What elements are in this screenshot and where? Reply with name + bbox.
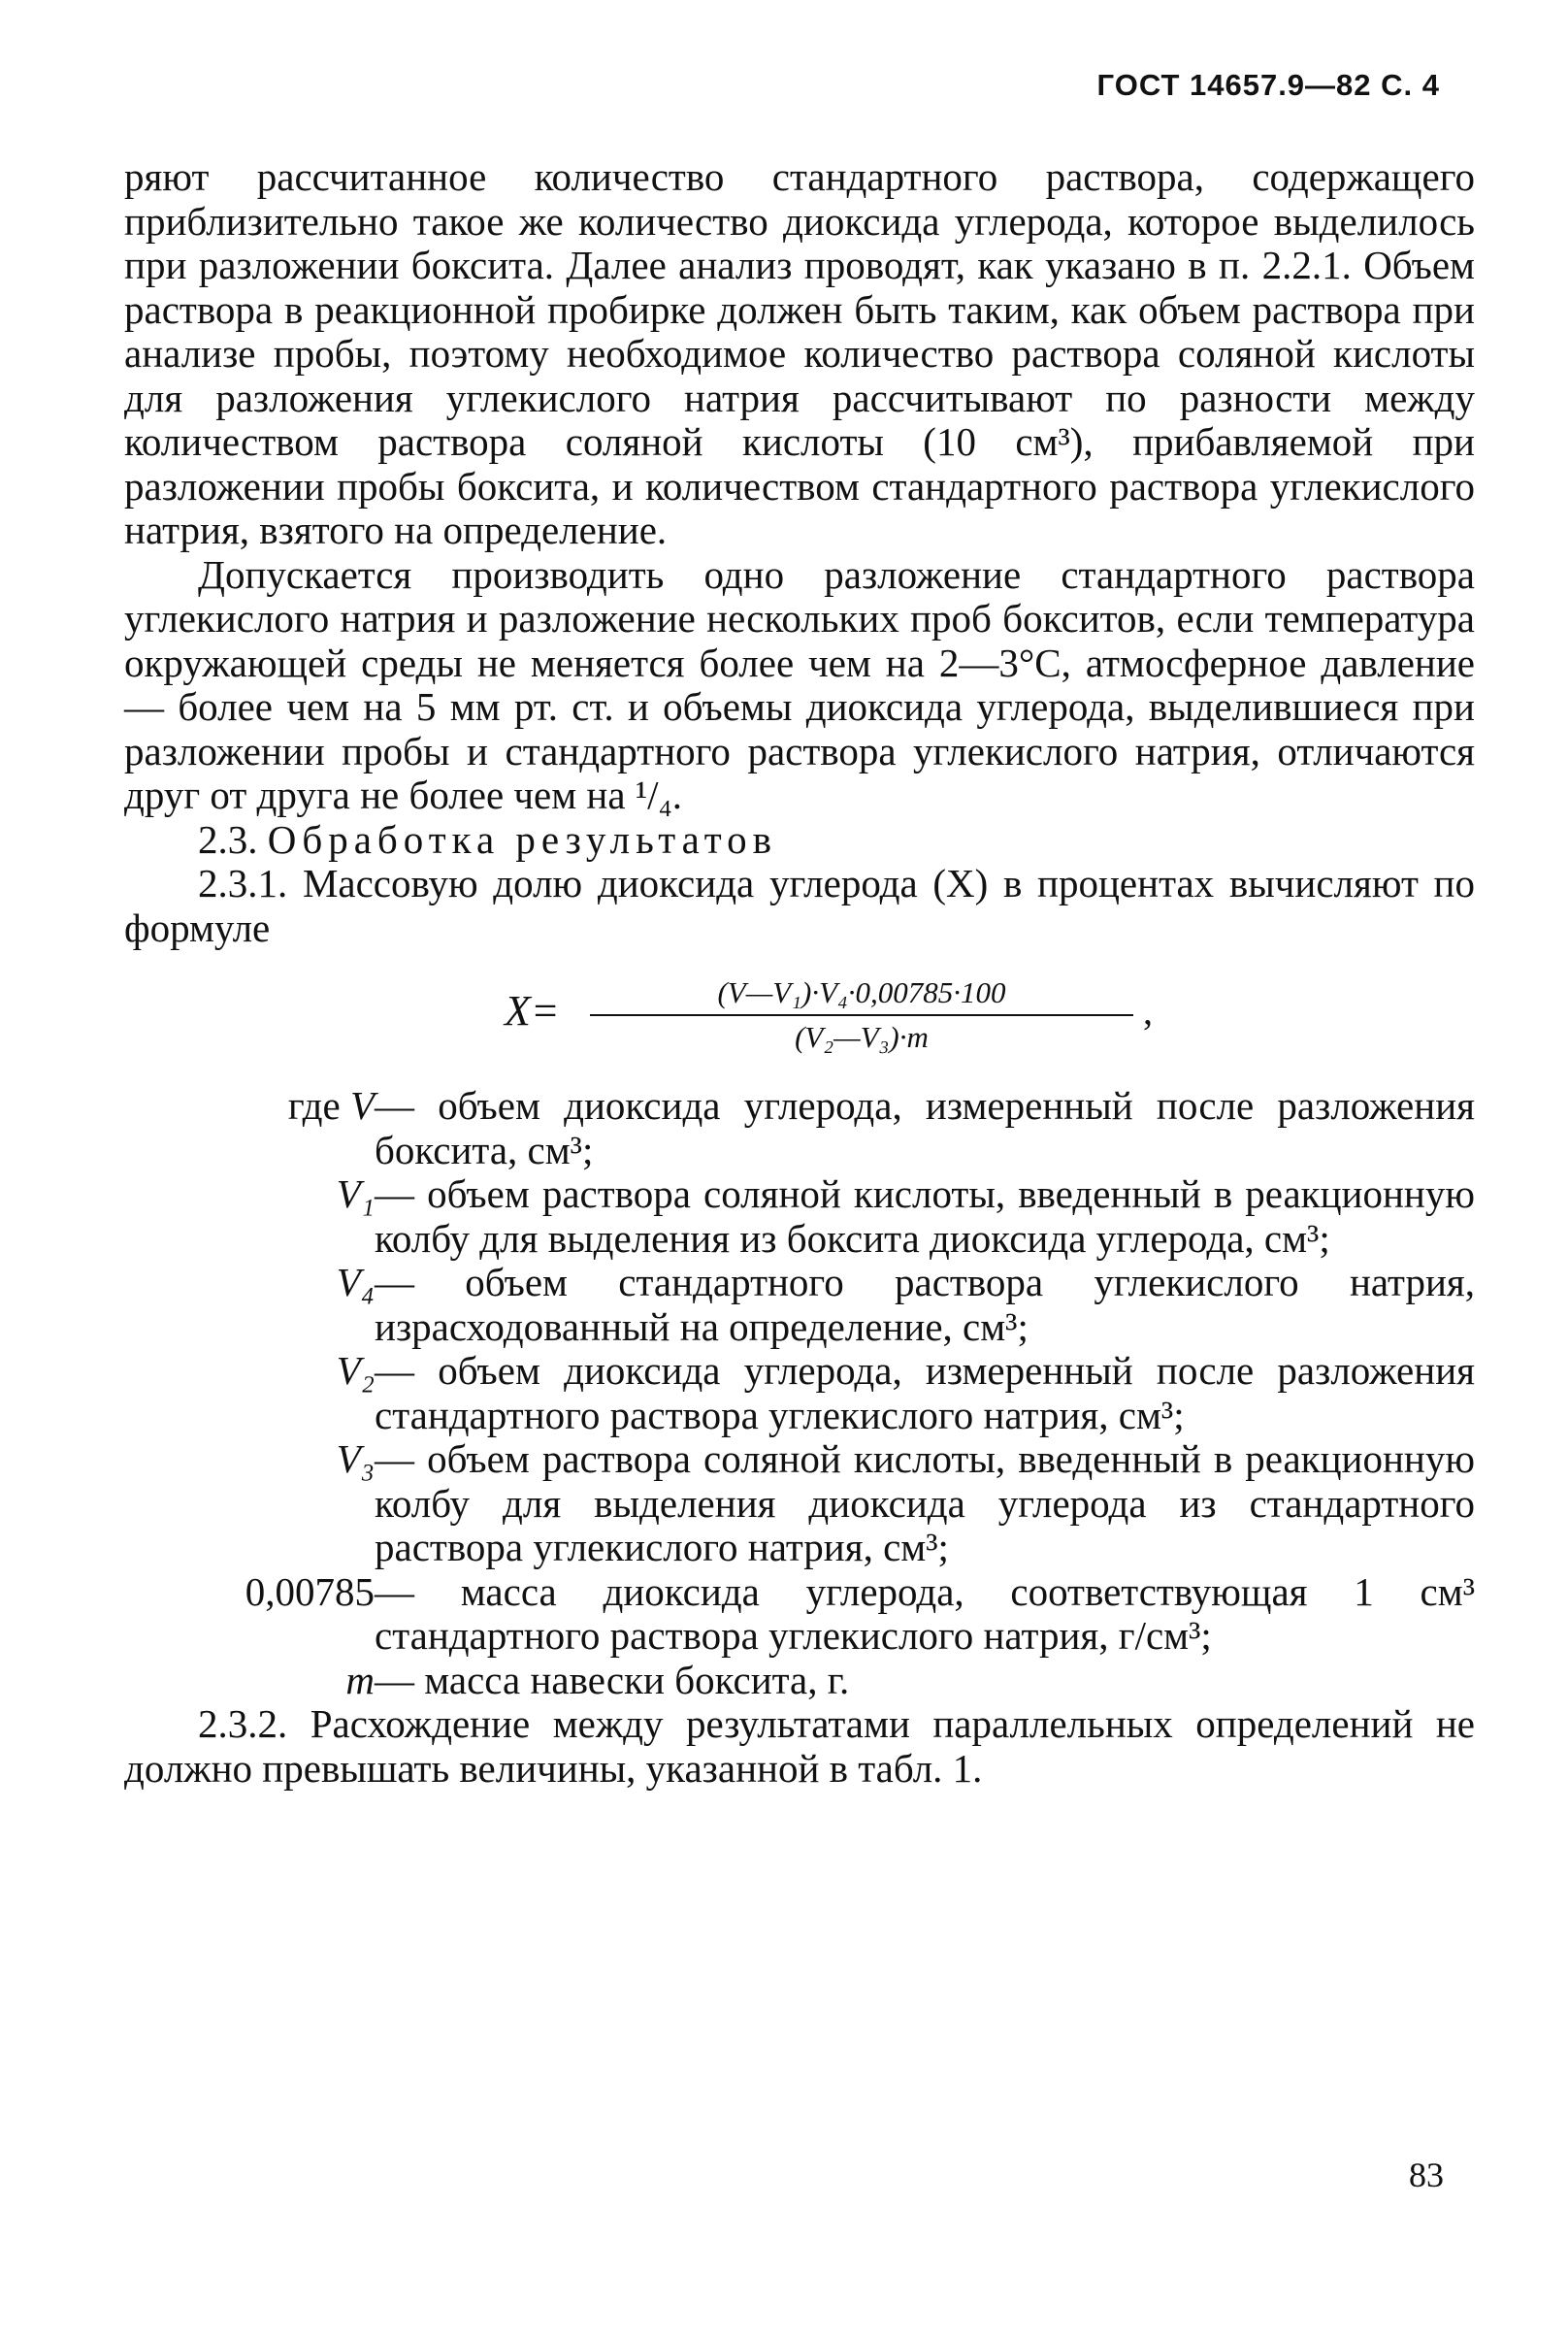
paragraph-formula-intro: 2.3.1. Массовую долю диоксида углерода (X) в процентах вычисляют по формуле [124, 861, 1475, 950]
symbol-v: V [349, 1083, 375, 1128]
definition-text: — масса навески боксита, г. [375, 1657, 850, 1702]
definition-row [124, 1261, 1475, 1349]
section-number: 2.3. [198, 816, 258, 862]
definition-prefix: где [287, 1083, 341, 1128]
page-number: 83 [1409, 2156, 1444, 2194]
paragraph-discrepancy: 2.3.2. Расхождение между результатами параллельных определений не должно превышать величины, указанной в табл. 1. [124, 1701, 1475, 1791]
section-heading [124, 818, 1475, 863]
definition-row [124, 1659, 1475, 1703]
formula-denominator: (V₂—V₃)·m [795, 1020, 929, 1054]
definition-text: — объем раствора соляной кислоты, введенный в реакционную колбу для выделения из боксита диоксида углерода, см³; [375, 1171, 1475, 1261]
definition-text: — объем диоксида углерода, измеренный после разложения боксита, см³; [375, 1083, 1475, 1172]
paragraph-allowance: Допускается производить одно разложение стандартного раствора углекислого натрия и разложение нескольких проб бокситов, если температура окружающей среды не меняется более чем на 2—3°С, атмосферное давление — более чем на 5 мм рт. ст. и объемы диоксида углерода, выделившиеся при разложении пробы и стандартного раствора углекислого натрия, отличаются друг от друга не более чем на ¹/₄. [124, 551, 1475, 817]
paragraph-continuation: ряют рассчитанное количество стандартного раствора, содержащего приблизительно такое же количество диоксида углерода, которое выделилось при разложении боксита. Далее анализ проводят, как указано в п. 2.2.1. Объем раствора в реакционной пробирке должен быть таким, как объем раствора при анализе пробы, поэтому необходимое количество раствора соляной кислоты для разложения углекислого натрия рассчитывают по разности между количеством раствора соляной кислоты (10 см³), прибавляемой при разложении пробы боксита, и количеством стандартного раствора углекислого натрия, взятого на определение. [124, 154, 1475, 552]
definition-row [124, 1349, 1475, 1437]
definition-symbol [124, 1084, 375, 1129]
formula-lhs: X= [505, 987, 560, 1035]
definition-text: — объем диоксида углерода, измеренный после разложения стандартного раствора углекислого натрия, см³; [375, 1348, 1475, 1437]
definition-row [124, 1084, 1475, 1172]
section-title: Обработка результатов [267, 816, 778, 862]
definition-row [124, 1172, 1475, 1261]
definitions-list [124, 1084, 1475, 1702]
running-header: ГОСТ 14657.9—82 С. 4 [1096, 68, 1440, 102]
symbol-m: m [345, 1657, 375, 1702]
definition-text: — объем раствора соляной кислоты, введенный в реакционную колбу для выделения диоксида углерода из стандартного раствора углекислого натрия, см³; [375, 1436, 1475, 1569]
definition-row [124, 1437, 1475, 1570]
definition-text: — масса диоксида углерода, соответствующая 1 см³ стандартного раствора углекислого натрия, г/см³; [375, 1568, 1475, 1658]
formula-fraction [590, 973, 1133, 1057]
symbol-v3: V₃ [336, 1436, 375, 1481]
symbol-v1: V₁ [336, 1171, 375, 1216]
definition-row [124, 1570, 1475, 1659]
formula [124, 968, 1475, 1074]
symbol-coefficient: 0,00785 [245, 1568, 375, 1614]
symbol-v2: V₂ [336, 1348, 375, 1393]
document-body [124, 155, 1475, 1791]
formula-numerator: (V—V₁)·V₄·0,00785·100 [590, 973, 1133, 1016]
formula-comma: , [1143, 989, 1153, 1033]
symbol-v4: V₄ [336, 1260, 375, 1304]
definition-text: — объем стандартного раствора углекислого натрия, израсходованный на определение, см³; [375, 1260, 1475, 1349]
